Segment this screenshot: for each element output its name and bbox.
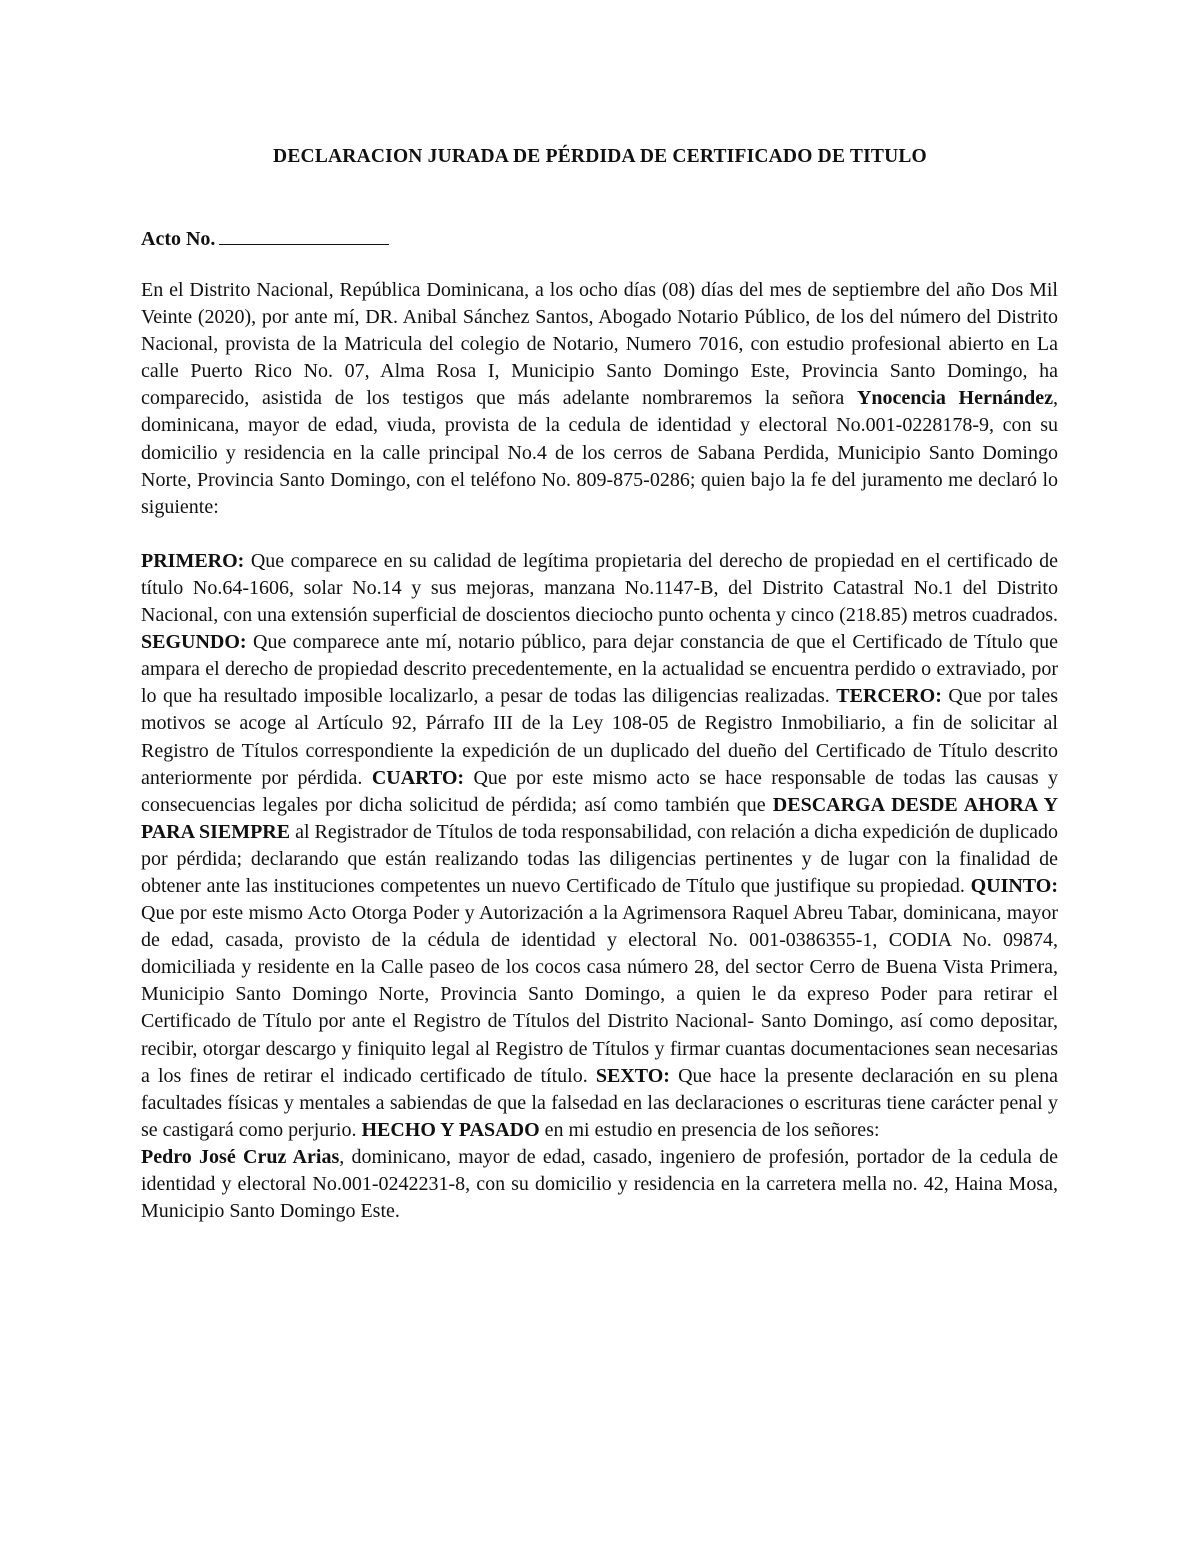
text-run: , dominicano, mayor de edad, casado, ingeniero de profesión, portador de la cedula de identidad y electoral No.001-0242231-8, con su domicilio y residencia en la carretera mella no. 42, Haina Mosa, Municipio Santo Domingo Este. — [141, 1145, 1058, 1223]
text-run: en mi estudio en presencia de los señores: — [539, 1118, 880, 1141]
text-run: Que comparece en su calidad de legítima propietaria del derecho de propiedad en el certificado de título No.64-1606, solar No.14 y sus mejoras, manzana No.1147-B, del Distrito Catastral No.1 del Distrito Nacional, con una extensión superficial de doscientos dieciocho punto ochenta y cinco (218.85) metros cuadrados. — [141, 549, 1058, 627]
bold-text-run: Pedro José Cruz Arias — [141, 1145, 340, 1168]
text-run: Que hace la presente declaración en su plena facultades físicas y mentales a sabiendas de que la falsedad en las declaraciones o escrituras tiene carácter penal y se castigará como perjurio. — [141, 1064, 1058, 1141]
text-run: Que por este mismo Acto Otorga Poder y Autorización a la Agrimensora Raquel Abreu Tabar, dominicana, mayor de edad, casada, provisto de la cédula de identidad y electoral No. 001-0386355-1, CODIA No. 09874, domiciliada y residente en la Calle paseo de los cocos casa número 28, del sector Cerro de Buena Vista Primera, Municipio Santo Domingo Norte, Provincia Santo Domingo, a quien le da expreso Poder para retirar el Certificado de Título por ante el Registro de Títulos del Distrito Nacional- Santo Domingo, así como depositar, recibir, otorgar descargo y finiquito legal al Registro de Títulos y firmar cuantas documentaciones sean necesarias a los fines de retirar el indicado certificado de título. — [141, 902, 1058, 1087]
bold-text-run: PRIMERO: — [141, 549, 245, 572]
bold-text-run: SEGUNDO: — [141, 631, 247, 654]
text-run: Que por este mismo acto se hace responsable de todas las causas y consecuencias legales por dicha solicitud de pérdida; así como también que — [141, 766, 1058, 816]
bold-text-run: Ynocencia Hernández — [856, 387, 1053, 410]
bold-text-run: HECHO Y PASADO — [361, 1118, 540, 1141]
witness-paragraph — [141, 1144, 1058, 1225]
text-run: Que comparece ante mí, notario público, para dejar constancia de que el Certificado de Título que ampara el derecho de propiedad descrito precedentemente, en la actualidad se encuentra perdido o extraviado, por lo que ha resultado imposible localizarlo, a pesar de todas las diligencias realizadas. — [141, 631, 1058, 708]
document-body — [141, 277, 1058, 1225]
text-run: al Registrador de Títulos de toda responsabilidad, con relación a dicha expedición de duplicado por pérdida; declarando que están realizando todas las diligencias pertinentes y de lugar con la finalidad de obtener ante las instituciones competentes un nuevo Certificado de Título que justifique su propiedad. — [141, 820, 1058, 897]
acto-label: Acto No. — [141, 228, 216, 250]
bold-text-run: SEXTO: — [595, 1064, 670, 1087]
document-title: DECLARACION JURADA DE PÉRDIDA DE CERTIFICADO DE TITULO — [273, 146, 927, 167]
bold-text-run: TERCERO: — [836, 685, 942, 708]
bold-text-run: QUINTO: — [970, 874, 1058, 897]
bold-text-run: CUARTO: — [371, 766, 465, 789]
text-run: Que por tales motivos se acoge al Artículo 92, Párrafo III de la Ley 108-05 de Registro Inmobiliario, a fin de solicitar al Registro de Títulos correspondiente la expedición de un duplicado del dueño del Certificado de Título descrito anteriormente por pérdida. — [141, 685, 1058, 789]
acto-blank-field — [219, 226, 389, 245]
text-run: En el Distrito Nacional, República Dominicana, a los ocho días (08) días del mes de septiembre del año Dos Mil Veinte (2020), por ante mí, DR. Anibal Sánchez Santos, Abogado Notario Público, de los del número del Distrito Nacional, provista de la Matricula del colegio de Notario, Numero 7016, con estudio profesional abierto en La calle Puerto Rico No. 07, Alma Rosa I, Municipio Santo Domingo Este, Provincia Santo Domingo, ha comparecido, asistida de los testigos que más adelante nombraremos la señora — [141, 279, 1058, 410]
clauses-paragraph — [141, 548, 1058, 1144]
acto-number-line — [141, 226, 389, 251]
text-run: , dominicana, mayor de edad, viuda, provista de la cedula de identidad y electoral No.001-0228178-9, con su domicilio y residencia en la calle principal No.4 de los cerros de Sabana Perdida, Municipio Santo Domingo Norte, Provincia Santo Domingo, con el teléfono No. 809-875-0286; quien bajo la fe del juramento me declaró lo siguiente: — [141, 387, 1058, 518]
intro-paragraph — [141, 277, 1058, 521]
bold-text-run: DESCARGA DESDE AHORA Y PARA SIEMPRE — [141, 793, 1059, 843]
